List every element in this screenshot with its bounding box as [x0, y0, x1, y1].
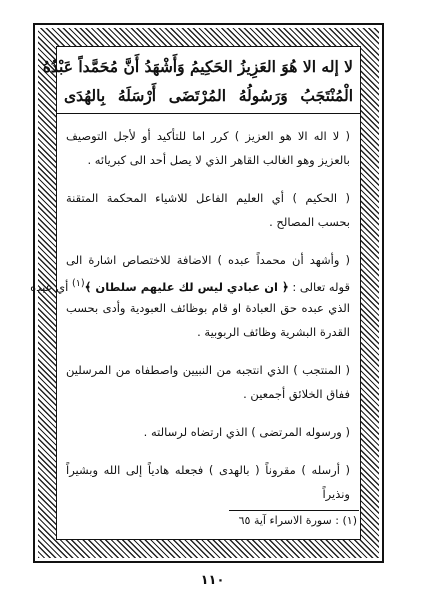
- text-line: بحسب المصالح .: [269, 215, 350, 229]
- paragraph-murtada: [66, 420, 350, 444]
- header-divider: [56, 113, 361, 114]
- text-line-with-quote: [30, 272, 350, 296]
- paragraph-aziz: [66, 124, 350, 172]
- text-segment: أي عبده: [30, 279, 69, 294]
- header-line: لا إله الا هُوَ العَزِيزُ الحَكِيمُ وَأَشْهَدُ أَنَّ مُحَمَّداً عَبْدُهُ: [42, 57, 353, 76]
- header-text-block: [42, 48, 359, 112]
- text-line: القدرة البشرية وظائف الربوبية .: [197, 325, 350, 339]
- footnote-marker: (١): [71, 278, 85, 289]
- text-line: ( الحكيم ) أي العليم الفاعل للاشياء المحكمة المتقنة: [66, 191, 350, 205]
- header-line: الْمُنْتَجَبُ وَرَسُولُهُ المُرْتَضَى أَرْسَلَهُ بِالهُدَى: [64, 86, 353, 105]
- text-line: ( لا اله الا هو العزيز ) كرر اما للتأكيد أو لأجل التوصيف: [66, 129, 350, 143]
- paragraph-muntajab: [66, 358, 350, 406]
- page-number: ١١٠: [200, 573, 225, 588]
- quote-intro: قوله تعالى :: [292, 279, 350, 294]
- text-line: ( وأشهد أن محمداً عبده ) الاضافة للاختصاص اشارة الى: [66, 253, 350, 267]
- paragraph-hakim: [66, 186, 350, 234]
- text-line: ( المنتجب ) الذي انتجبه من النبيين واصطفاه من المرسلين: [66, 363, 350, 377]
- footnote: (١) : سورة الاسراء آية ٦٥: [238, 514, 357, 527]
- commentary-body: [30, 124, 350, 520]
- text-line: بالعزيز وهو الغالب القاهر الذي لا يصل أحد الى كبريائه .: [87, 153, 350, 167]
- paragraph-arsalahu: [66, 458, 350, 506]
- text-line: ففاق الخلائق أجمعين .: [243, 387, 350, 401]
- text-line: ( ورسوله المرتضى ) الذي ارتضاه لرسالته .: [143, 425, 350, 439]
- text-line: ( أرسله ) مقروناً ( بالهدى ) فجعله هادياً إلى الله وبشيراً: [66, 463, 350, 477]
- text-line: الذي عبده حق العبادة او قام بوظائف العبودية وأدى بحسب: [66, 301, 350, 315]
- text-line: ونذيراً: [322, 487, 350, 501]
- quran-quote: ﴿ ان عبادي ليس لك عليهم سلطان ﴾: [84, 279, 289, 294]
- footnote-divider: [229, 510, 359, 511]
- paragraph-abduh: [30, 248, 350, 344]
